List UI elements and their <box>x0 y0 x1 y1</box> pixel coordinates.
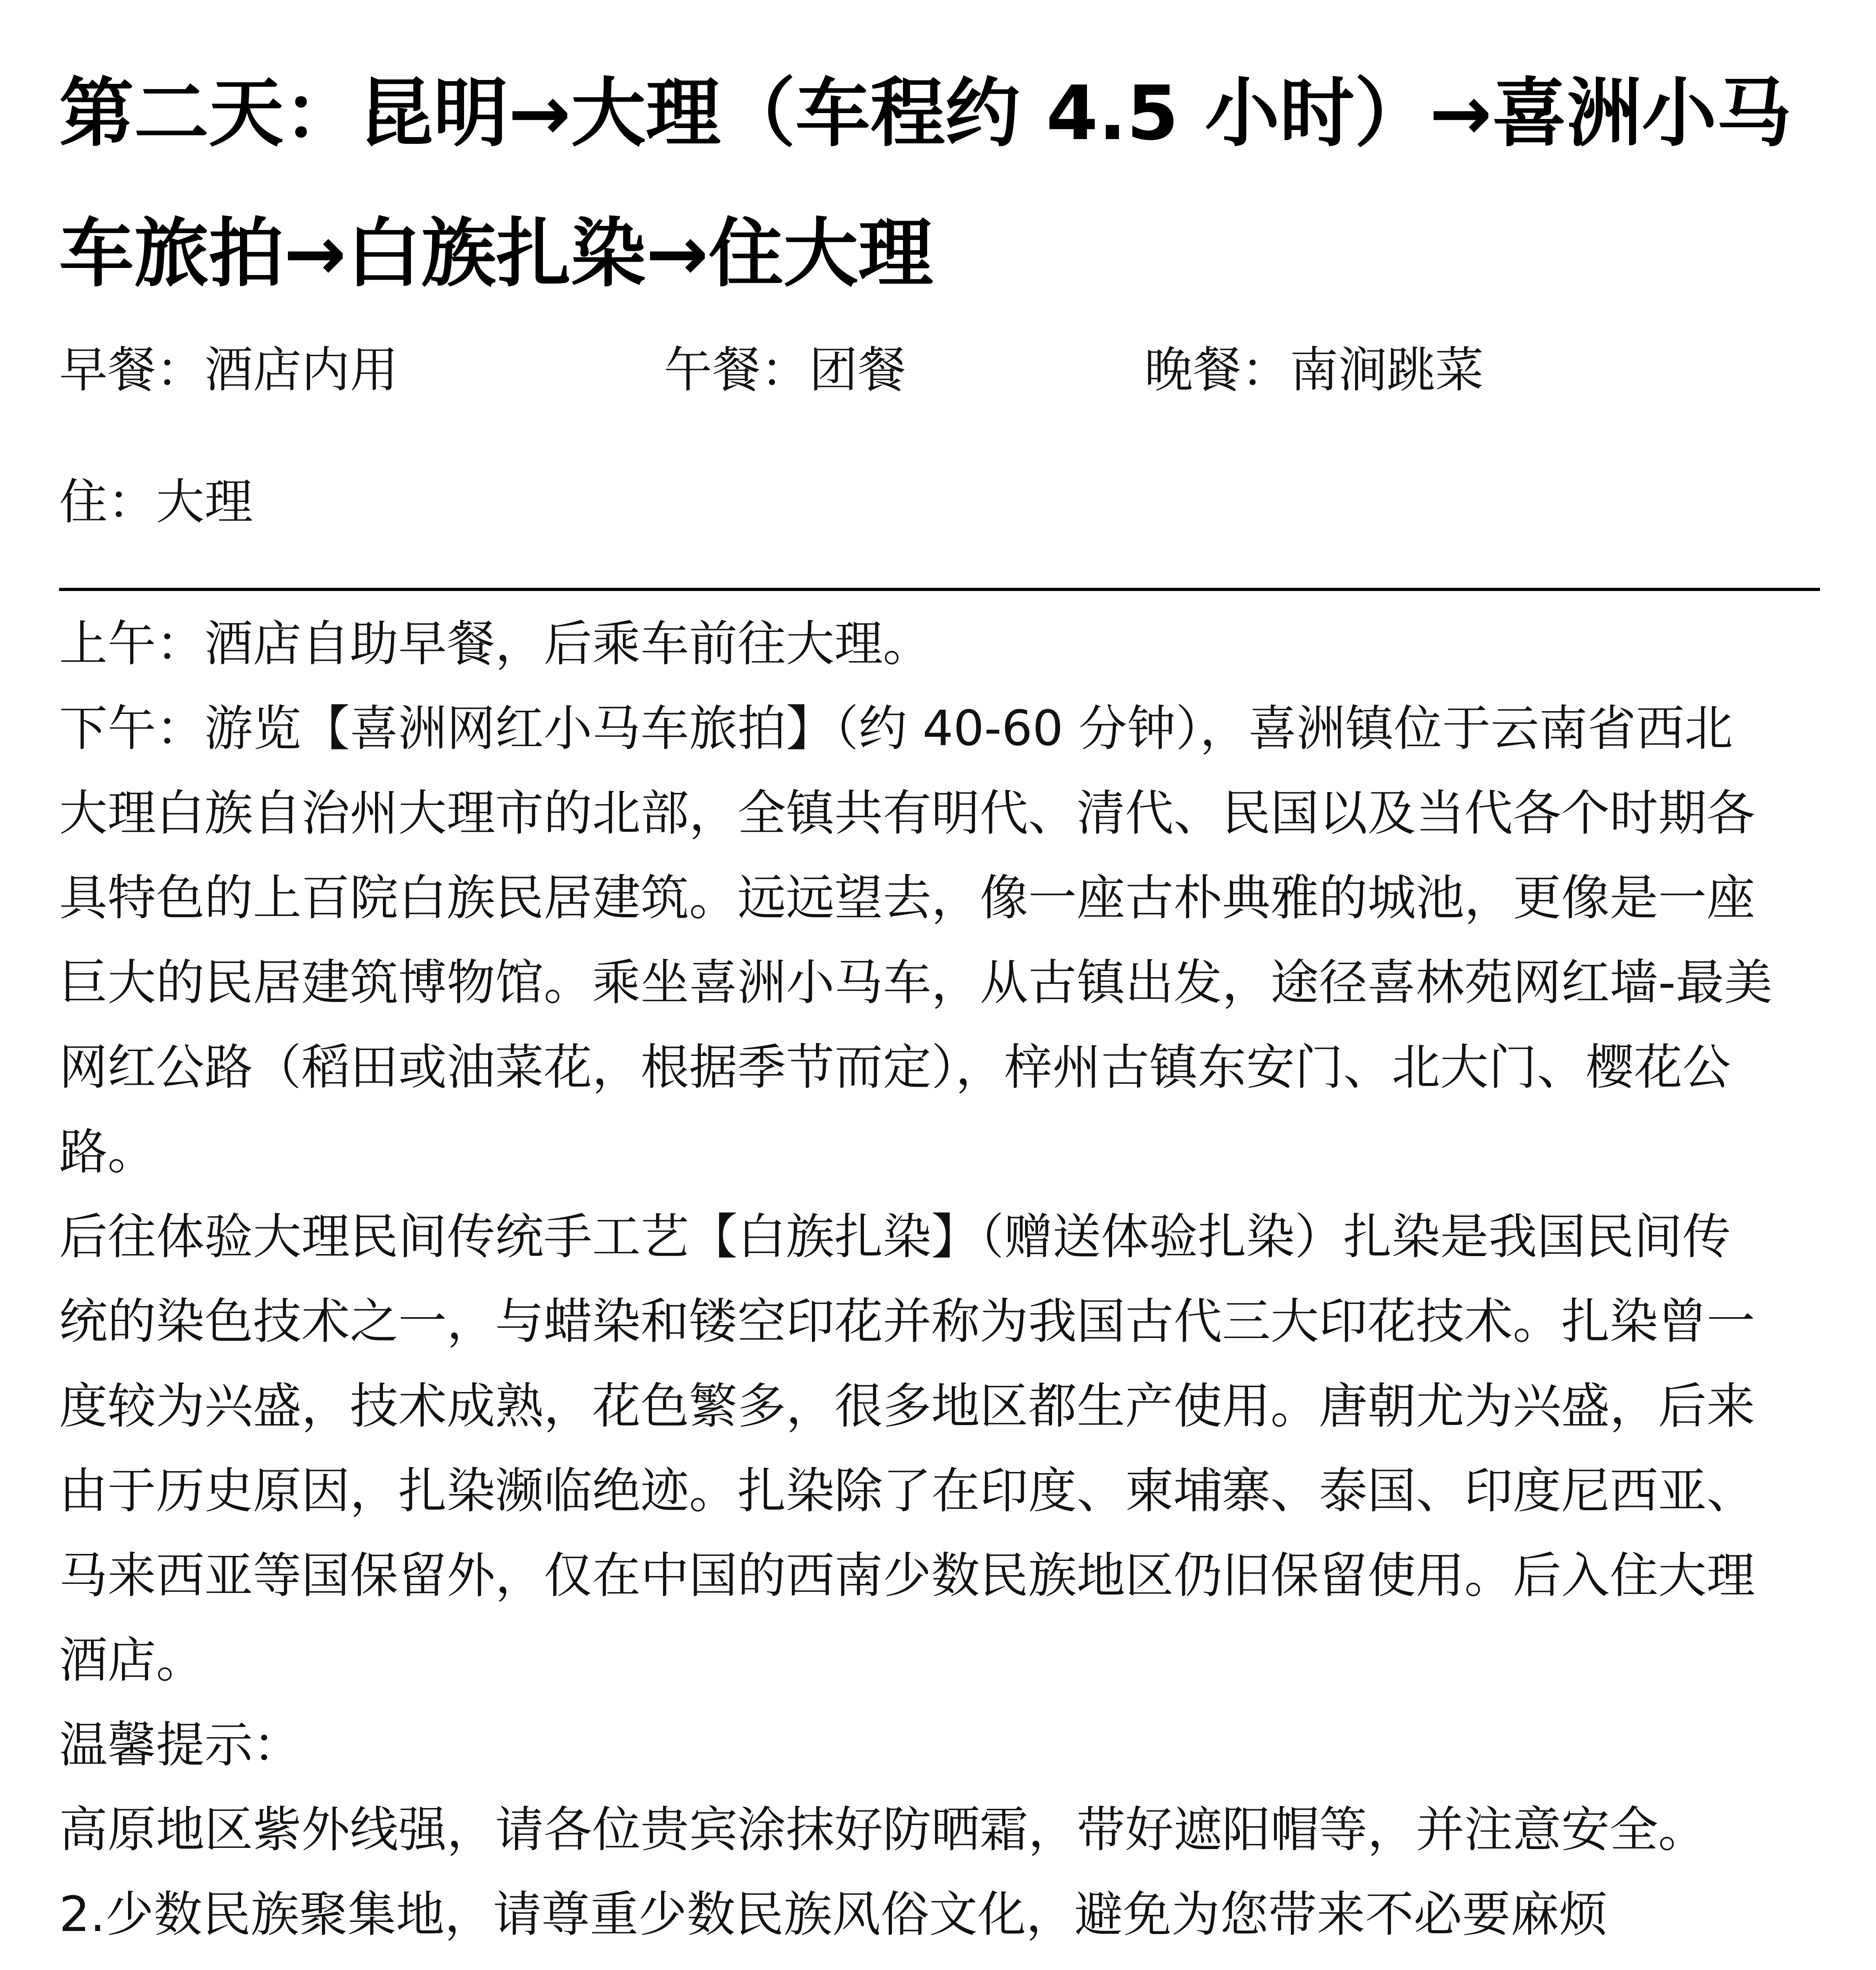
itinerary-line: 巨大的民居建筑博物馆。乘坐喜洲小马车，从古镇出发，途径喜林苑网红墙-最美 <box>59 955 1773 1011</box>
dinner-info: 晚餐：南涧跳菜 <box>1144 342 1484 398</box>
itinerary-line: 上午：酒店自助早餐，后乘车前往大理。 <box>59 616 931 672</box>
itinerary-line: 马来西亚等国保留外，仅在中国的西南少数民族地区仍旧保留使用。后入住大理 <box>59 1548 1755 1604</box>
tip-line: 2.少数民族聚集地，请尊重少数民族风俗文化，避免为您带来不必要麻烦 <box>59 1886 1608 1943</box>
section-divider <box>59 588 1820 591</box>
itinerary-line: 大理白族自治州大理市的北部，全镇共有明代、清代、民国以及当代各个时期各 <box>59 785 1755 842</box>
itinerary-line: 由于历史原因，扎染濒临绝迹。扎染除了在印度、柬埔寨、泰国、印度尼西亚、 <box>59 1463 1755 1519</box>
itinerary-line: 路。 <box>59 1124 156 1180</box>
itinerary-line: 下午：游览【喜洲网红小马车旅拍】（约 40-60 分钟），喜洲镇位于云南省西北 <box>59 701 1733 757</box>
lunch-info: 午餐：团餐 <box>664 342 906 398</box>
itinerary-line: 后往体验大理民间传统手工艺【白族扎染】（赠送体验扎染）扎染是我国民间传 <box>59 1209 1731 1265</box>
itinerary-line: 统的染色技术之一，与蜡染和镂空印花并称为我国古代三大印花技术。扎染曾一 <box>59 1294 1755 1350</box>
tips-heading: 温馨提示： <box>59 1717 301 1773</box>
breakfast-info: 早餐：酒店内用 <box>59 342 398 398</box>
itinerary-line: 酒店。 <box>59 1632 204 1689</box>
tip-line: 高原地区紫外线强，请各位贵宾涂抹好防晒霜，带好遮阳帽等，并注意安全。 <box>59 1802 1707 1858</box>
itinerary-line: 网红公路（稻田或油菜花，根据季节而定），梓州古镇东安门、北大门、樱花公 <box>59 1039 1731 1096</box>
accommodation-info: 住：大理 <box>59 474 253 530</box>
itinerary-line: 度较为兴盛，技术成熟，花色繁多，很多地区都生产使用。唐朝尤为兴盛，后来 <box>59 1378 1755 1435</box>
itinerary-line: 具特色的上百院白族民居建筑。远远望去，像一座古朴典雅的城池，更像是一座 <box>59 870 1755 926</box>
day2-title: 第二天：昆明→大理（车程约 4.5 小时）→喜洲小马车旅拍→白族扎染→住大理 <box>59 70 1792 297</box>
